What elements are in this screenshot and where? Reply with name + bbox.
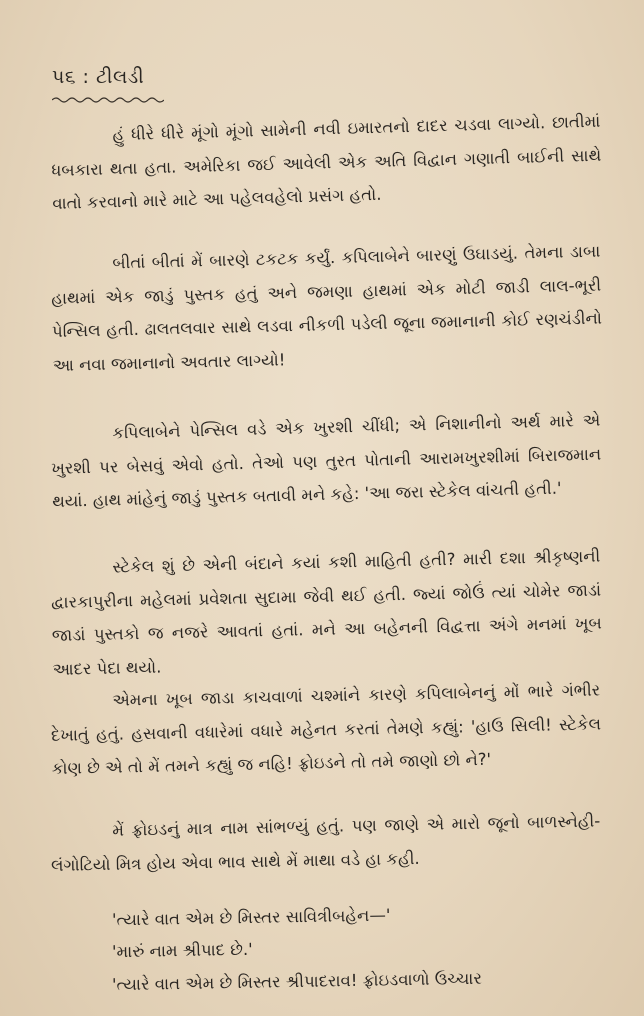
wavy-underline-ornament — [52, 96, 164, 104]
chapter-heading — [52, 66, 144, 88]
dialogue-line-2: 'મારું નામ શ્રીપાદ છે.' — [111, 939, 253, 962]
chapter-title: પ૬ : ટીલડી — [52, 66, 145, 88]
paragraph-1: હું ધીરે ધીરે મૂંગો મૂંગો સામેની નવી ઇમારતનો દાદર ચડવા લાગ્યો. છાતીમાં ધબકારા થતા હતા. અમેરિકા જઈ આવેલી એક અતિ વિદ્વાન ગણાતી બાઈની સાથે વાતો કરવાનો મારે માટે આ પહેલવહેલો પ્રસંગ હતો. — [51, 111, 602, 213]
paragraph-3: કપિલાબેને પેન્સિલ વડે એક ખુરશી ચીંધી; એ નિશાનીનો અર્થ મારે એ ખુરશી પર બેસવું એવો હતો. તેઓ પણ તુરત પોતાની આરામખુરશીમાં બિરાજમાન થયાં. હાથ માંહેનું જાડું પુસ્તક બતાવી મને કહે: 'આ જરા સ્ટેકેલ વાંચતી હતી.' — [51, 410, 602, 511]
paragraph-6: મેં ફ્રોઇડનું માત્ર નામ સાંભળ્યું હતું. પણ જાણે એ મારો જૂનો બાળસ્નેહી-લંગોટિયો મિત્ર હોય એવા ભાવ સાથે મેં માથા વડે હા કહી. — [50, 811, 601, 875]
dialogue-line-3: 'ત્યારે વાત એમ છે મિસ્તર શ્રીપાદરાવ! ફ્રોઇડવાળો ઉચ્ચાર — [111, 968, 483, 995]
paragraph-4: સ્ટેકેલ શું છે એની બંદાને કયાં કશી માહિતી હતી? મારી દશા શ્રીકૃષ્ણની દ્વારકાપુરીના મહેલમાં પ્રવેશતા સુદામા જેવી થઈ હતી. જ્યાં જોઉં ત્યાં ચોમેર જાડાં જાડાં પુસ્તકો જ નજરે આવતાં હતાં. મને આ બહેનની વિદ્વત્તા અંગે મનમાં ખૂબ આદર પેદા થયો. — [50, 546, 602, 679]
dialogue-line-1: 'ત્યારે વાત એમ છે મિસ્તર સાવિત્રીબહેન—' — [111, 905, 391, 930]
paragraph-5: એમના ખૂબ જાડા કાચવાળાં ચશ્માંને કારણે કપિલાબેનનું મોં ભારે ગંભીર દેખાતું હતું. હસવાની વધારેમાં વધારે મહેનત કરતાં તેમણે કહ્યું: 'હાઉ સિલી! સ્ટેકેલ કોણ છે એ તો મેં તમને કહ્યું જ નહિ! ફ્રોઇડને તો તમે જાણો છો ને?' — [50, 680, 602, 778]
paragraph-2: બીતાં બીતાં મેં બારણે ટકટક કર્યું. કપિલાબેને બારણું ઉઘાડયું. તેમના ડાબા હાથમાં એક જાડું પુસ્તક હતું અને જમણા હાથમાં એક મોટી જાડી લાલ-ભૂરી પેન્સિલ હતી. ઢાલતલવાર સાથે લડવા નીકળી પડેલી જૂના જમાનાની કોઈ રણચંડીનો આ નવા જમાનાનો અવતાર લાગ્યો! — [50, 241, 603, 375]
